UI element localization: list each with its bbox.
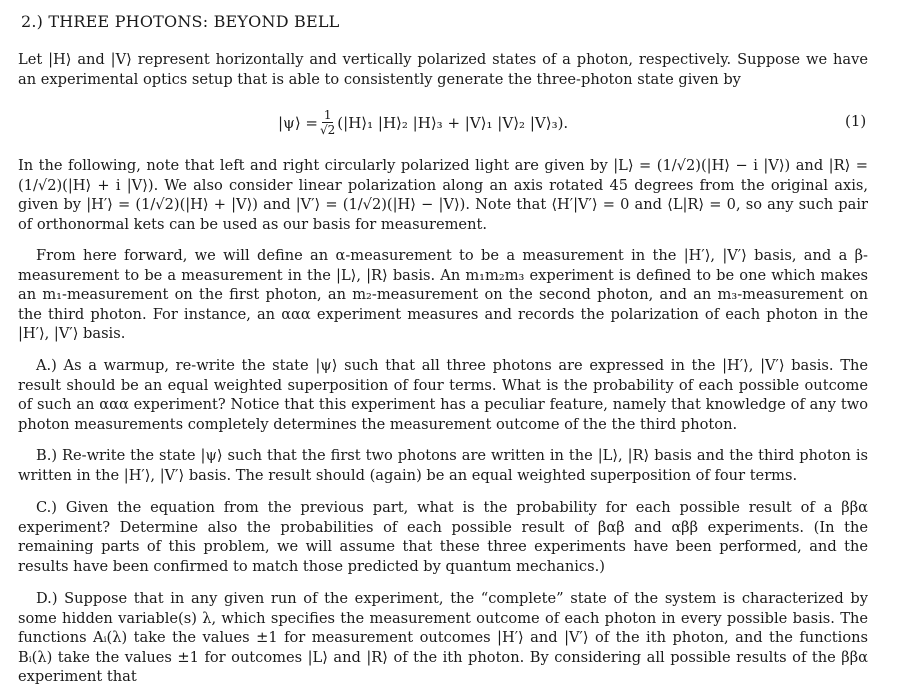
equation-number: (1) [845, 112, 867, 130]
intro-paragraph: Let |H⟩ and |V⟩ represent horizontally and vertically polarized states of a photon, respectively. Suppose we have an experimental optics setup that is able to consistently generate the three-photon state given by [18, 51, 868, 88]
definitions-paragraph: From here forward, we will define an α-measurement to be a measurement in the |H′⟩, |V′⟩ basis, and a β-measurement to be a measurement in the |L⟩, |R⟩ basis. An m₁m₂m₃ experiment is defined to be one which makes an m₁-measurement on the first photon, an m₂-measurement on the second photon, and an m₃-measurement on the third photon. For instance, an ααα experiment measures and records the polarization of each photon in the |H′⟩, |V′⟩ basis. [18, 247, 868, 343]
section-heading: 2.) THREE PHOTONS: BEYOND BELL [21, 12, 340, 31]
part-d-paragraph: D.) Suppose that in any given run of the experiment, the “complete” state of the system is characterized by some hidden variable(s) λ, which specifies the measurement outcome of each photon in every possible basis. The functions Aᵢ(λ) take the values ±1 for measurement outcomes |H′⟩ and |V′⟩ of the ith photon, and the functions Bᵢ(λ) take the values ±1 for outcomes |L⟩ and |R⟩ of the ith photon. By considering all possible results of the ββα experiment that [18, 590, 868, 686]
part-b-paragraph: B.) Re-write the state |ψ⟩ such that the first two photons are written in the |L⟩, |R⟩ basis and the third photon is written in the |H′⟩, |V′⟩ basis. The result should (again) be an equal weighted superposition of four terms. [18, 447, 868, 484]
equation-fraction [320, 108, 335, 138]
equation-lhs: |ψ⟩ = [278, 114, 319, 132]
equation-rhs: (|H⟩₁ |H⟩₂ |H⟩₃ + |V⟩₁ |V⟩₂ |V⟩₃). [337, 114, 569, 132]
basis-paragraph: In the following, note that left and right circularly polarized light are given by |L⟩ = (1/√2)(|H⟩ − i |V⟩) and |R⟩ = (1/√2)(|H⟩ + i |V⟩). We also consider linear polarization along an axis rotated 45 degrees from the original axis, given by |H′⟩ = (1/√2)(|H⟩ + |V⟩) and |V′⟩ = (1/√2)(|H⟩ − |V⟩). Note that ⟨H′|V′⟩ = 0 and ⟨L|R⟩ = 0, so any such pair of orthonormal kets can be used as our basis for measurement. [18, 157, 868, 233]
part-c-paragraph: C.) Given the equation from the previous part, what is the probability for each possible result of a ββα experiment? Determine also the probabilities of each possible result of βαβ and αββ experiments. (In the remaining parts of this problem, we will assume that these three experiments have been performed, and the results have been confirmed to match those predicted by quantum mechanics.) [18, 499, 868, 575]
fraction-denominator: √2 [320, 123, 336, 137]
fraction-numerator: 1 [323, 108, 332, 122]
part-a-paragraph: A.) As a warmup, re-write the state |ψ⟩ such that all three photons are expressed in the |H′⟩, |V′⟩ basis. The result should be an equal weighted superposition of four terms. What is the probability of each possible outcome of such an ααα experiment? Notice that this experiment has a peculiar feature, namely that knowledge of any two photon measurements completely determines the measurement outcome of the the third photon. [18, 357, 868, 433]
equation-1 [0, 102, 904, 142]
